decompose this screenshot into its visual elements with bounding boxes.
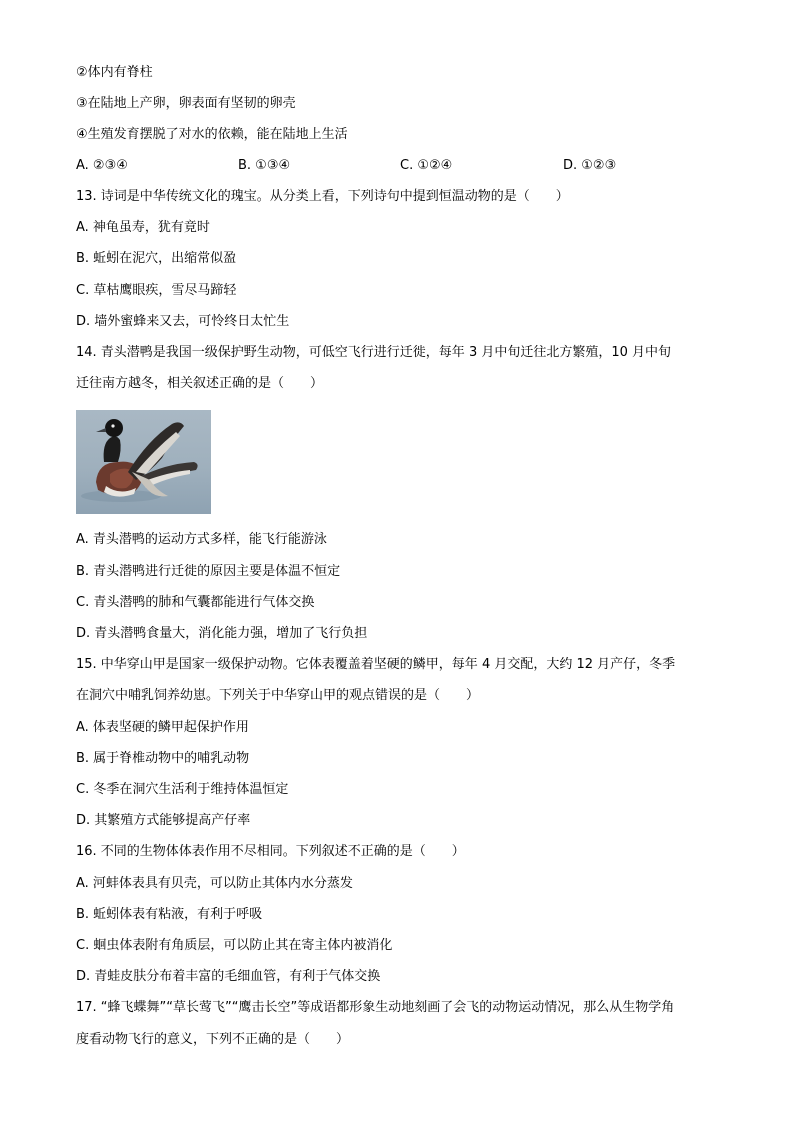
statement-4: ④生殖发育摆脱了对水的依赖，能在陆地上生活 (76, 127, 348, 142)
q14-option-b[interactable]: B. 青头潜鸭进行迁徙的原因主要是体温不恒定 (76, 564, 341, 579)
q13-option-a[interactable]: A. 神龟虽寿，犹有竟时 (76, 220, 210, 235)
q17-stem-line-1: 17. “蜂飞蝶舞”“草长莺飞”“鹰击长空”等成语都形象生动地刻画了会飞的动物运动情况，那么从生物学角 (76, 1000, 675, 1015)
q13-option-c[interactable]: C. 草枯鹰眼疾，雪尽马蹄轻 (76, 283, 237, 298)
q17-stem-line-2: 度看动物飞行的意义，下列不正确的是（ ） (76, 1032, 350, 1047)
q13-option-d[interactable]: D. 墙外蜜蜂来又去，可怜终日太忙生 (76, 314, 290, 329)
q15-option-d[interactable]: D. 其繁殖方式能够提高产仔率 (76, 813, 251, 828)
q15-stem-line-1: 15. 中华穿山甲是国家一级保护动物。它体表覆盖着坚硬的鳞甲，每年 4 月交配，大约 12 月产仔，冬季 (76, 657, 676, 672)
q16-option-a[interactable]: A. 河蚌体表具有贝壳，可以防止其体内水分蒸发 (76, 876, 353, 891)
duck-photo (76, 410, 211, 514)
baer-pochard-illustration (76, 410, 211, 514)
q14-stem-line-2: 迁往南方越冬，相关叙述正确的是（ ） (76, 376, 324, 391)
q12-option-c[interactable]: C. ①②④ (400, 158, 453, 173)
q16-option-c[interactable]: C. 蛔虫体表附有角质层，可以防止其在寄主体内被消化 (76, 938, 393, 953)
q13-stem: 13. 诗词是中华传统文化的瑰宝。从分类上看，下列诗句中提到恒温动物的是（ ） (76, 189, 569, 204)
q16-stem: 16. 不同的生物体体表作用不尽相同。下列叙述不正确的是（ ） (76, 844, 465, 859)
q12-option-b[interactable]: B. ①③④ (238, 158, 291, 173)
q12-option-d[interactable]: D. ①②③ (563, 158, 617, 173)
q14-option-a[interactable]: A. 青头潜鸭的运动方式多样，能飞行能游泳 (76, 532, 327, 547)
q15-stem-line-2: 在洞穴中哺乳饲养幼崽。下列关于中华穿山甲的观点错误的是（ ） (76, 688, 480, 703)
q14-stem-line-1: 14. 青头潜鸭是我国一级保护野生动物，可低空飞行进行迁徙，每年 3 月中旬迁往北方繁殖，10 月中旬 (76, 345, 672, 360)
q15-option-b[interactable]: B. 属于脊椎动物中的哺乳动物 (76, 751, 250, 766)
q16-option-b[interactable]: B. 蚯蚓体表有粘液，有利于呼吸 (76, 907, 263, 922)
q13-option-b[interactable]: B. 蚯蚓在泥穴，出缩常似盈 (76, 251, 237, 266)
statement-3: ③在陆地上产卵，卵表面有坚韧的卵壳 (76, 96, 296, 111)
q14-option-d[interactable]: D. 青头潜鸭食量大，消化能力强，增加了飞行负担 (76, 626, 368, 641)
q12-option-a[interactable]: A. ②③④ (76, 158, 128, 173)
q12-options (76, 157, 676, 175)
q16-option-d[interactable]: D. 青蛙皮肤分布着丰富的毛细血管，有利于气体交换 (76, 969, 381, 984)
q15-option-c[interactable]: C. 冬季在洞穴生活利于维持体温恒定 (76, 782, 289, 797)
q15-option-a[interactable]: A. 体表坚硬的鳞甲起保护作用 (76, 720, 249, 735)
q14-option-c[interactable]: C. 青头潜鸭的肺和气囊都能进行气体交换 (76, 595, 315, 610)
statement-2: ②体内有脊柱 (76, 65, 153, 80)
